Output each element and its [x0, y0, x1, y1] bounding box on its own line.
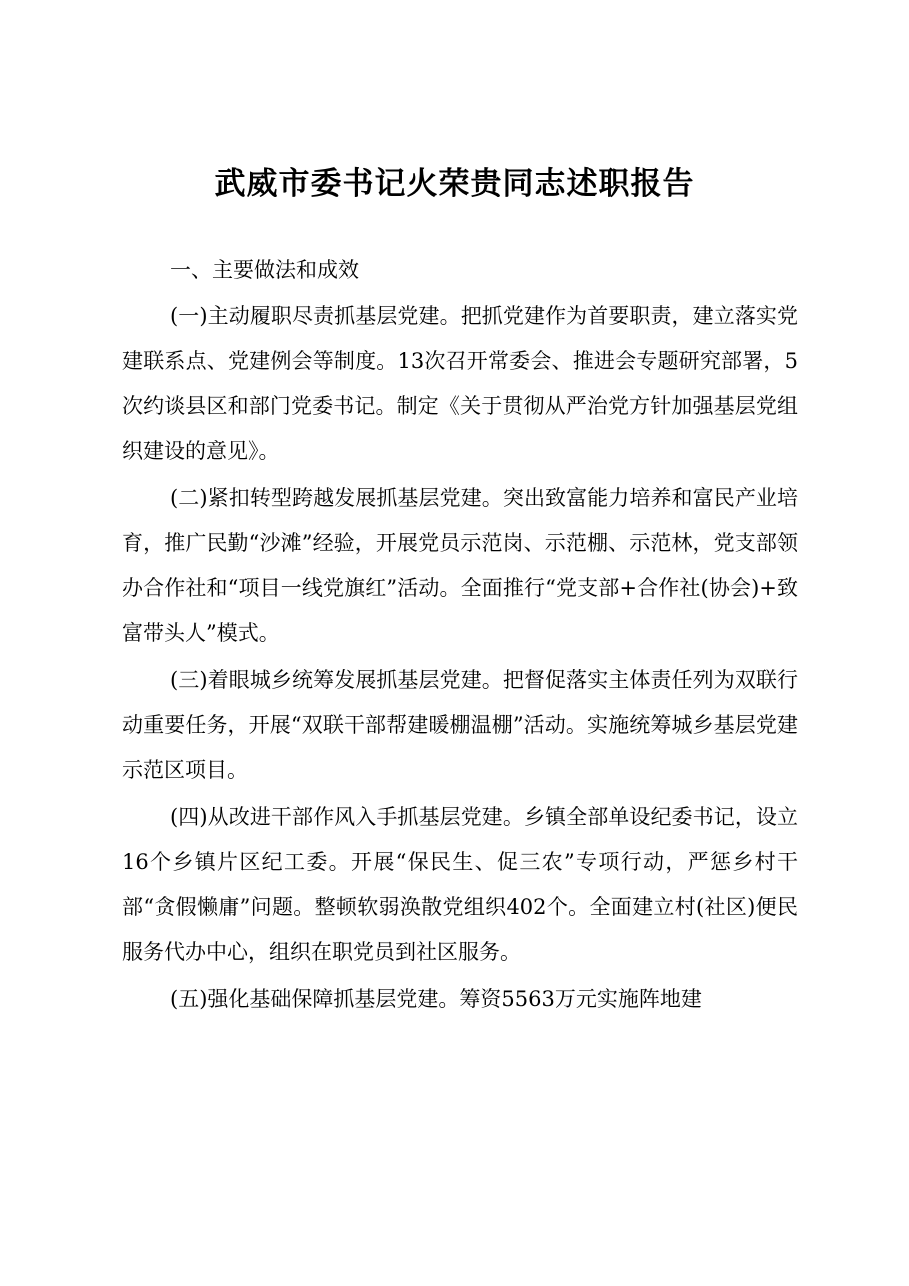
- paragraph-2: (二)紧扣转型跨越发展抓基层党建。突出致富能力培养和富民产业培育，推广民勤“沙滩”经验，开展党员示范岗、示范棚、示范林，党支部领办合作社和“项目一线党旗红”活动。全面推行“党支部+合作社(协会)+致富带头人”模式。: [122, 486, 798, 645]
- paragraph-3: (三)着眼城乡统筹发展抓基层党建。把督促落实主体责任列为双联行动重要任务，开展“双联干部帮建暖棚温棚”活动。实施统筹城乡基层党建示范区项目。: [122, 668, 798, 782]
- section-heading: 一、主要做法和成效: [170, 258, 359, 282]
- paragraph-5: (五)强化基础保障抓基层党建。筹资5563万元实施阵地建: [170, 987, 702, 1011]
- paragraph-1: (一)主动履职尽责抓基层党建。把抓党建作为首要职责，建立落实党建联系点、党建例会等制度。13次召开常委会、推进会专题研究部署，5次约谈县区和部门党委书记。制定《关于贯彻从严治党方针加强基层党组织建设的意见》。: [122, 304, 798, 463]
- document-title: 武威市委书记火荣贵同志述职报告: [214, 166, 695, 202]
- paragraph-4: (四)从改进干部作风入手抓基层党建。乡镇全部单设纪委书记，设立16个乡镇片区纪工委。开展“保民生、促三农”专项行动，严惩乡村干部“贪假懒庸”问题。整顿软弱涣散党组织402个。全面建立村(社区)便民服务代办中心，组织在职党员到社区服务。: [122, 805, 798, 964]
- document-body: [122, 248, 798, 1022]
